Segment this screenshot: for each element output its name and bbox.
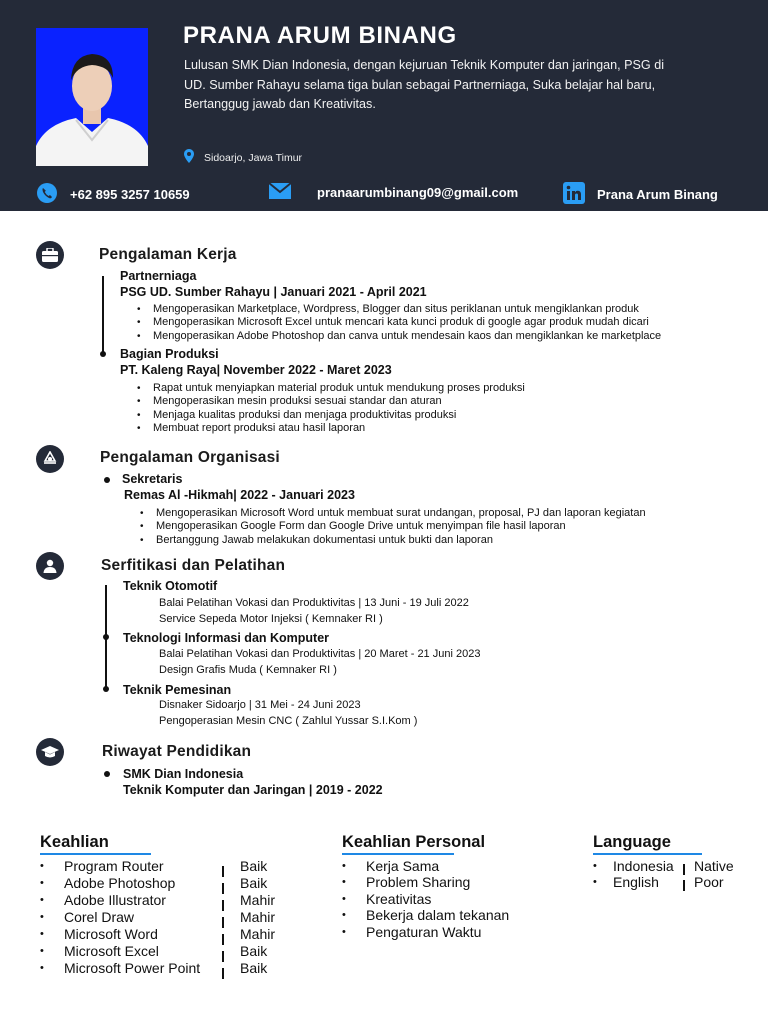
email-contact[interactable]: [269, 182, 518, 203]
language-levels: [694, 858, 734, 891]
separator: [222, 900, 224, 911]
cert-program: Service Sepeda Motor Injeksi ( Kemnaker RI ): [159, 612, 383, 625]
job-role: Partnerniaga: [120, 269, 197, 283]
org-tasks: [140, 507, 646, 547]
separator: [683, 864, 685, 875]
job-company: PT. Kaleng Raya| November 2022 - Maret 2023: [120, 363, 392, 377]
recycle-icon: [36, 445, 64, 473]
skill-level: Mahir: [240, 926, 276, 942]
graduation-cap-icon: [36, 738, 64, 766]
list-item: • Indonesia: [593, 858, 674, 874]
cert-institution: Balai Pelatihan Vokasi dan Produktivitas | 13 Juni - 19 Juli 2022: [159, 597, 469, 609]
linkedin-name: Prana Arum Binang: [597, 187, 718, 202]
job-role: Bagian Produksi: [120, 347, 219, 361]
list-item: • Kreativitas: [342, 891, 509, 907]
language-level: Native: [694, 858, 734, 874]
title-underline: [342, 853, 454, 855]
list-item: • Bertanggung Jawab melakukan dokumentasi untuk bukti dan laporan: [140, 534, 646, 547]
linkedin-contact[interactable]: [563, 182, 718, 207]
skill-level: Mahir: [240, 909, 276, 925]
separator: [222, 968, 224, 979]
cert-program: Design Grafis Muda ( Kemnaker RI ): [159, 663, 337, 676]
profile-summary: Lulusan SMK Dian Indonesia, dengan kejuruan Teknik Komputer dan jaringan, PSG di UD. Sumber Rahayu selama tiga bulan sebagai Partnerniaga, Suka belajar hal baru, Bertanggug jawab dan Kreativitas.: [184, 58, 665, 111]
list-item: • Mengoperasikan Microsoft Excel untuk mencari kata kunci produk di google agar produk mudah dicari: [137, 316, 661, 329]
job-company: PSG UD. Sumber Rahayu | Januari 2021 - April 2021: [120, 285, 427, 299]
skills-list: [40, 858, 200, 977]
cert-name: Teknik Otomotif: [123, 579, 218, 593]
section-title-education: Riwayat Pendidikan: [102, 743, 252, 760]
phone-contact[interactable]: [36, 182, 190, 207]
briefcase-icon: [36, 241, 64, 269]
cert-name: Teknik Pemesinan: [123, 683, 232, 697]
cert-program: Pengoperasian Mesin CNC ( Zahlul Yussar S.I.Kom ): [159, 714, 418, 727]
list-item: • Adobe Photoshop: [40, 875, 200, 892]
location: [184, 149, 302, 166]
phone-number: +62 895 3257 10659: [70, 187, 190, 202]
full-name: PRANA ARUM BINANG: [183, 22, 457, 49]
list-item: • Membuat report produksi atau hasil laporan: [137, 422, 525, 435]
timeline-dot: [103, 686, 109, 692]
timeline-dot: [100, 351, 106, 357]
list-item: • Problem Sharing: [342, 874, 509, 890]
title-underline: [593, 853, 702, 855]
header-banner: [0, 0, 768, 211]
list-item: • Microsoft Excel: [40, 943, 200, 960]
school-major: Teknik Komputer dan Jaringan | 2019 - 2022: [123, 783, 383, 797]
separator: [222, 934, 224, 945]
list-item: • Menjaga kualitas produksi dan menjaga produktivitas produksi: [137, 409, 525, 422]
personal-skills-list: [342, 858, 509, 940]
list-item: • Bekerja dalam tekanan: [342, 907, 509, 923]
location-text: Sidoarjo, Jawa Timur: [204, 151, 303, 164]
timeline-line: [102, 276, 104, 356]
cert-name: Teknologi Informasi dan Komputer: [123, 631, 330, 645]
list-item: • Mengoperasikan Google Form dan Google Drive untuk menyimpan file hasil laporan: [140, 520, 646, 533]
profile-photo: [36, 28, 148, 166]
list-item: • Microsoft Power Point: [40, 960, 200, 977]
language-list: [593, 858, 674, 891]
user-icon: [36, 552, 64, 580]
org-role: Sekretaris: [122, 472, 183, 486]
list-item: • Mengoperasikan Adobe Photoshop dan canva untuk mendesain kaos dan mengiklankan ke marketplace: [137, 330, 661, 343]
timeline-dot: [104, 477, 110, 483]
separator: [222, 951, 224, 962]
org-name: Remas Al -Hikmah| 2022 - Januari 2023: [124, 488, 355, 502]
personal-skills-title: Keahlian Personal: [342, 833, 486, 851]
list-item: • Mengoperasikan Microsoft Word untuk membuat surat undangan, proposal, PJ dan laporan kegiatan: [140, 507, 646, 520]
list-item: • Microsoft Word: [40, 926, 200, 943]
cert-detail: [159, 647, 480, 678]
job-tasks: [137, 303, 661, 343]
whatsapp-phone-icon: [36, 182, 58, 207]
separator: [222, 866, 224, 877]
cert-detail: [159, 596, 469, 627]
email-address: pranaarumbinang09@gmail.com: [317, 185, 519, 200]
skill-level: Baik: [240, 858, 268, 874]
separator: [683, 880, 685, 891]
school-name: SMK Dian Indonesia: [123, 767, 244, 781]
list-item: • Pengaturan Waktu: [342, 924, 509, 940]
skill-level: Baik: [240, 875, 268, 891]
list-item: • Corel Draw: [40, 909, 200, 926]
section-title-work: Pengalaman Kerja: [99, 246, 237, 263]
language-title: Language: [593, 833, 671, 851]
list-item: • English: [593, 874, 674, 890]
list-item: • Program Router: [40, 858, 200, 875]
section-title-organization: Pengalaman Organisasi: [100, 449, 280, 466]
list-item: • Adobe Illustrator: [40, 892, 200, 909]
list-item: • Mengoperasikan mesin produksi sesuai standar dan aturan: [137, 395, 525, 408]
timeline-dot: [103, 634, 109, 640]
cert-institution: Balai Pelatihan Vokasi dan Produktivitas | 20 Maret - 21 Juni 2023: [159, 648, 481, 660]
skill-level: Mahir: [240, 892, 276, 908]
job-tasks: [137, 382, 525, 436]
envelope-icon: [269, 182, 291, 203]
list-item: • Kerja Sama: [342, 858, 509, 874]
cert-institution: Disnaker Sidoarjo | 31 Mei - 24 Juni 2023: [159, 699, 361, 711]
language-level: Poor: [694, 874, 724, 891]
timeline-dot: [104, 771, 110, 777]
skill-level: Baik: [240, 943, 268, 959]
separator: [222, 883, 224, 894]
skill-level: Baik: [240, 960, 268, 976]
section-title-certification: Serfitikasi dan Pelatihan: [101, 557, 286, 574]
skill-levels: [240, 858, 275, 977]
skills-title: Keahlian: [40, 833, 109, 851]
separator: [222, 917, 224, 928]
list-item: • Rapat untuk menyiapkan material produk untuk mendukung proses produksi: [137, 382, 525, 395]
linkedin-icon: [563, 182, 585, 207]
list-item: • Mengoperasikan Marketplace, Wordpress, Blogger dan situs periklanan untuk mengiklankan produk: [137, 303, 661, 316]
title-underline: [40, 853, 151, 855]
map-pin-icon: [184, 149, 194, 166]
cert-detail: [159, 698, 417, 729]
